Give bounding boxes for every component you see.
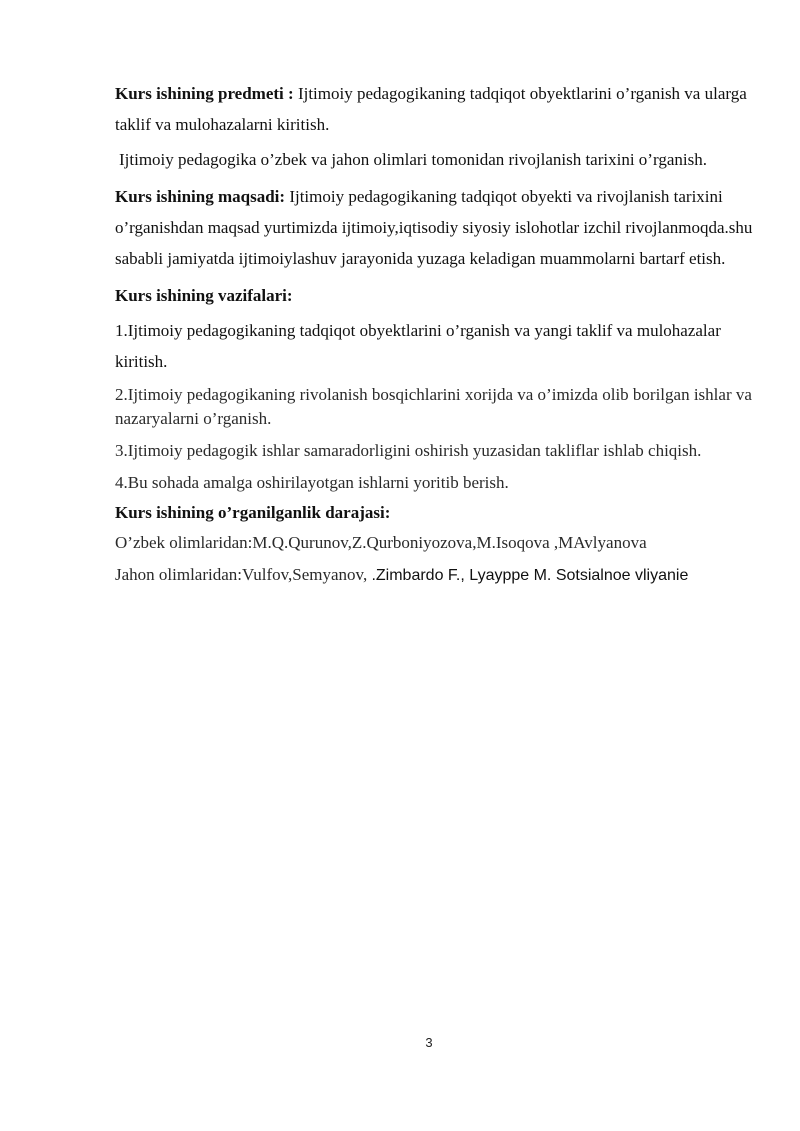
course-goal-paragraph (115, 181, 755, 274)
task-item-4: 4.Bu sohada amalga oshirilayotgan ishlarni yoritib berish. (115, 473, 509, 492)
course-goal-label: Kurs ishining maqsadi: (115, 187, 286, 206)
world-scholars-prefix: Jahon olimlaridan:Vulfov,Semyanov, (115, 565, 372, 584)
page-number: 3 (425, 1035, 433, 1050)
course-subject-label: Kurs ishining predmeti : (115, 84, 294, 103)
course-subject-text: Ijtimoiy pedagogikaning tadqiqot obyektlarini o’rganish va ularga taklif va mulohazalarni kiritish. (115, 84, 747, 134)
task-item-3: 3.Ijtimoiy pedagogik ishlar samaradorligini oshirish yuzasidan takliflar ishlab chiqish. (115, 441, 702, 460)
course-tasks-heading-text: Kurs ishining vazifalari: (115, 286, 293, 305)
page-content (115, 78, 755, 588)
study-level-heading: Kurs ishining o’rganilganlik darajasi: (115, 503, 391, 522)
world-scholars-reference: .Zimbardo F., Lyayppe M. Sotsialnoe vliyanie (371, 567, 689, 584)
course-tasks-heading (115, 280, 755, 311)
world-scholars-line (115, 563, 755, 588)
task-item-2: 2.Ijtimoiy pedagogikaning rivolanish bosqichlarini xorijda va o’imizda olib borilgan ishlar va nazaryalarni o’rganish. (115, 385, 752, 428)
course-subject-paragraph (115, 78, 755, 140)
task-item-1: 1.Ijtimoiy pedagogikaning tadqiqot obyektlarini o’rganish va yangi taklif va mulohazalar kiritish. (115, 321, 721, 371)
uzbek-scholars-line: O’zbek olimlaridan:M.Q.Qurunov,Z.Qurboniyozova,M.Isoqova ,MAvlyanova (115, 533, 647, 552)
course-subject-history-paragraph: Ijtimoiy pedagogika o’zbek va jahon olimlari tomonidan rivojlanish tarixini o’rganish. (119, 150, 707, 169)
course-goal-text: Ijtimoiy pedagogikaning tadqiqot obyekti va rivojlanish tarixini o’rganishdan maqsad yurtimizda ijtimoiy,iqtisodiy siyosiy islohotlar izchil rivojlanmoqda.shu sababli jamiyatda ijtimoiylashuv jarayonida yuzaga keladigan muammolarni bartarf etish. (115, 187, 753, 268)
